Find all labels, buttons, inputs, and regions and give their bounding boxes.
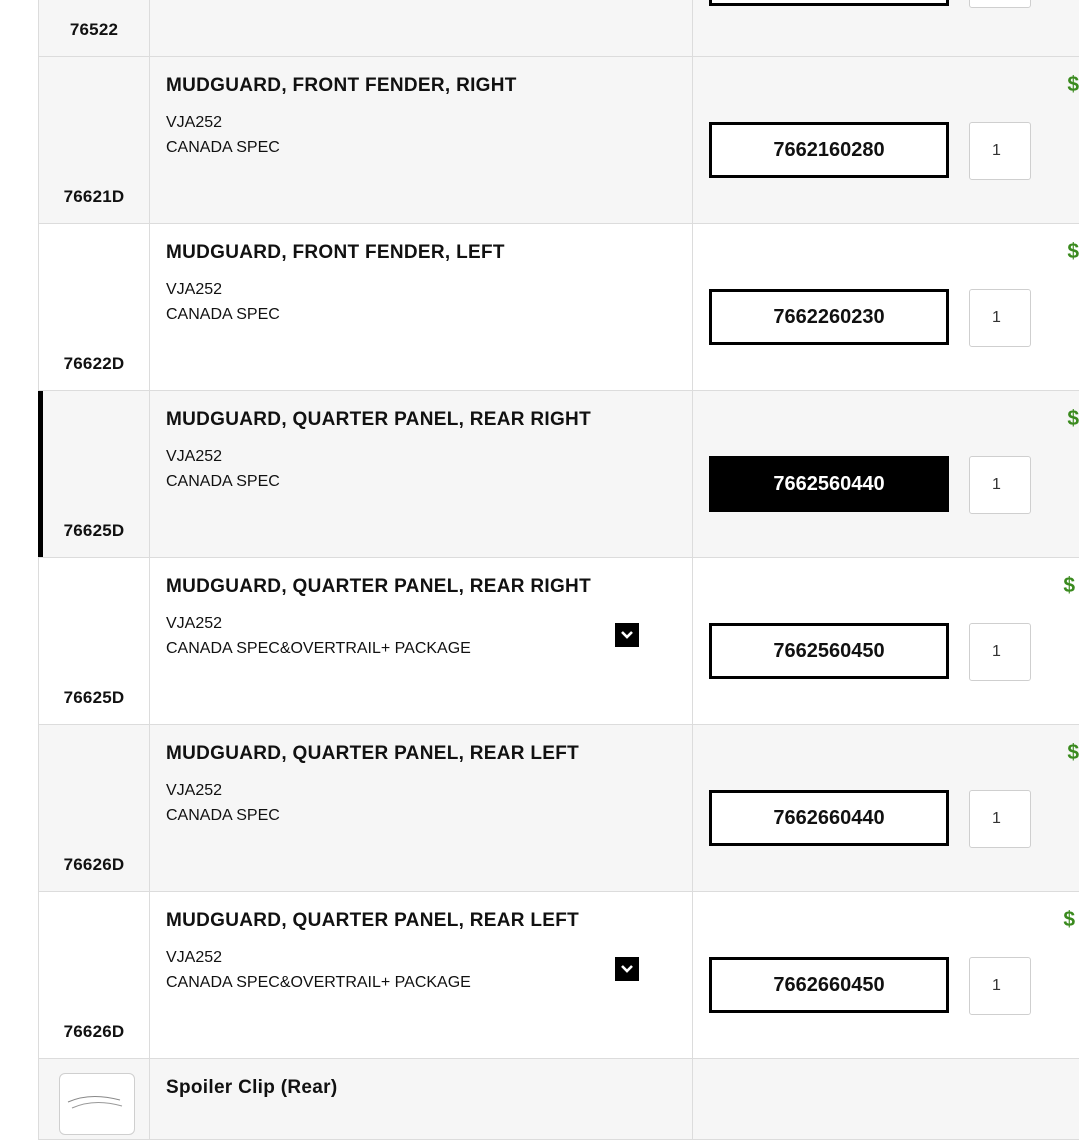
table-row bbox=[39, 57, 1079, 224]
table-row bbox=[39, 725, 1079, 892]
quantity-input[interactable] bbox=[969, 790, 1031, 848]
part-name: MUDGUARD, QUARTER PANEL, REAR LEFT bbox=[166, 743, 580, 764]
part-name: Spoiler Clip (Rear) bbox=[166, 1077, 338, 1098]
spec-text: CANADA SPEC bbox=[166, 306, 280, 323]
table-row bbox=[39, 892, 1079, 1059]
price: $ bbox=[1067, 407, 1079, 430]
part-name: MUDGUARD, QUARTER PANEL, REAR RIGHT bbox=[166, 409, 591, 430]
part-diagram-icon[interactable] bbox=[59, 1073, 135, 1135]
quantity-input[interactable] bbox=[969, 122, 1031, 180]
part-number-button[interactable]: 7662660450 bbox=[709, 957, 949, 1013]
spec-text: CANADA SPEC&OVERTRAIL+ PACKAGE bbox=[166, 974, 471, 991]
part-name: MUDGUARD, FRONT FENDER, RIGHT bbox=[166, 75, 517, 96]
part-name: MUDGUARD, FRONT FENDER, LEFT bbox=[166, 242, 505, 263]
model-code: VJA252 bbox=[166, 114, 223, 131]
price: $ bbox=[1067, 73, 1079, 96]
parts-table bbox=[38, 0, 1079, 1140]
ref-number: 76626D bbox=[63, 1022, 125, 1041]
model-code: VJA252 bbox=[166, 448, 223, 465]
ref-number: 76626D bbox=[63, 855, 125, 874]
ref-number: 76522 bbox=[69, 20, 119, 39]
model-code: VJA252 bbox=[166, 782, 223, 799]
spec-text: CANADA SPEC bbox=[166, 139, 280, 156]
quantity-input[interactable] bbox=[969, 289, 1031, 347]
quantity-input[interactable] bbox=[969, 623, 1031, 681]
part-number-button[interactable] bbox=[709, 0, 949, 6]
chevron-down-icon[interactable] bbox=[615, 623, 639, 647]
table-row-selected bbox=[39, 391, 1079, 558]
spec-text: CANADA SPEC bbox=[166, 473, 280, 490]
part-name: MUDGUARD, QUARTER PANEL, REAR RIGHT bbox=[166, 576, 591, 597]
price: $ bbox=[1063, 908, 1075, 931]
part-number-button[interactable]: 7662160280 bbox=[709, 122, 949, 178]
quantity-input[interactable] bbox=[969, 456, 1031, 514]
model-code: VJA252 bbox=[166, 615, 223, 632]
part-number-button[interactable]: 7662660440 bbox=[709, 790, 949, 846]
table-row bbox=[39, 224, 1079, 391]
quantity-input[interactable] bbox=[969, 0, 1031, 8]
part-number-button[interactable]: 7662260230 bbox=[709, 289, 949, 345]
ref-number: 76622D bbox=[63, 354, 125, 373]
part-name: MUDGUARD, QUARTER PANEL, REAR LEFT bbox=[166, 910, 580, 931]
ref-number: 76625D bbox=[63, 521, 125, 540]
quantity-input[interactable] bbox=[969, 957, 1031, 1015]
table-row bbox=[39, 1059, 1079, 1140]
model-code: VJA252 bbox=[166, 949, 223, 966]
ref-number: 76621D bbox=[63, 187, 125, 206]
price: $ bbox=[1067, 741, 1079, 764]
price: $ bbox=[1063, 574, 1075, 597]
ref-number: 76625D bbox=[63, 688, 125, 707]
price: $ bbox=[1067, 240, 1079, 263]
spec-text: CANADA SPEC bbox=[166, 807, 280, 824]
part-number-button[interactable]: 7662560450 bbox=[709, 623, 949, 679]
table-row bbox=[39, 0, 1079, 57]
part-number-button[interactable]: 7662560440 bbox=[709, 456, 949, 512]
table-row bbox=[39, 558, 1079, 725]
spec-text: CANADA SPEC&OVERTRAIL+ PACKAGE bbox=[166, 640, 471, 657]
model-code: VJA252 bbox=[166, 281, 223, 298]
chevron-down-icon[interactable] bbox=[615, 957, 639, 981]
